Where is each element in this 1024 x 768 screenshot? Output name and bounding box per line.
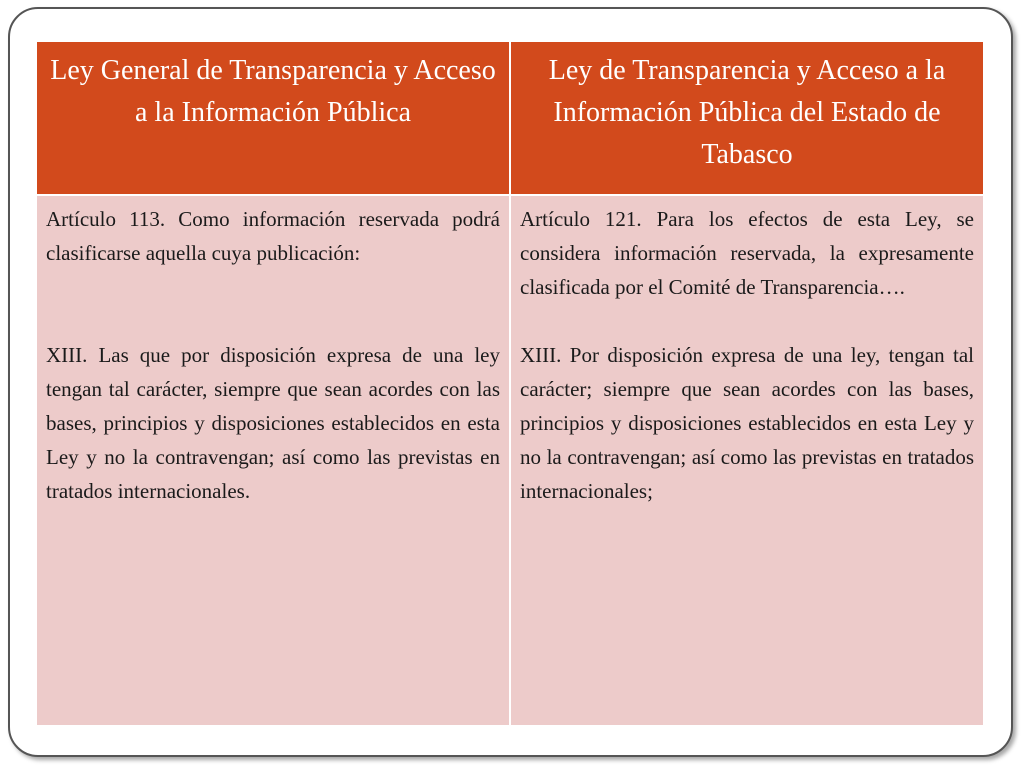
cell-ley-general <box>37 196 509 725</box>
articulo-113-fraccion-xiii: XIII. Las que por disposición expresa de una ley tengan tal carácter, siempre que sean acordes con las bases, principios y disposiciones establecidos en esta Ley y no la contravengan; así como las previstas en tratados internacionales. <box>46 343 500 503</box>
cell-ley-tabasco <box>511 196 983 725</box>
articulo-113-intro: Artículo 113. Como información reservada podrá clasificarse aquella cuya publicación: <box>46 207 500 265</box>
header-ley-tabasco <box>511 42 983 194</box>
articulo-121-intro: Artículo 121. Para los efectos de esta Ley, se considera información reservada, la expresamente clasificada por el Comité de Transparencia…. <box>520 207 974 299</box>
articulo-121-fraccion-xiii: XIII. Por disposición expresa de una ley, tengan tal carácter; siempre que sean acordes con las bases, principios y disposiciones establecidos en esta Ley y no la contravengan; así como las previstas en tratados internacionales; <box>520 343 974 503</box>
comparison-table <box>37 42 983 725</box>
header-ley-general-label: Ley General de Transparencia y Acceso a la Información Pública <box>50 55 496 128</box>
header-ley-general <box>37 42 509 194</box>
header-ley-tabasco-label: Ley de Transparencia y Acceso a la Información Pública del Estado de Tabasco <box>548 55 946 170</box>
